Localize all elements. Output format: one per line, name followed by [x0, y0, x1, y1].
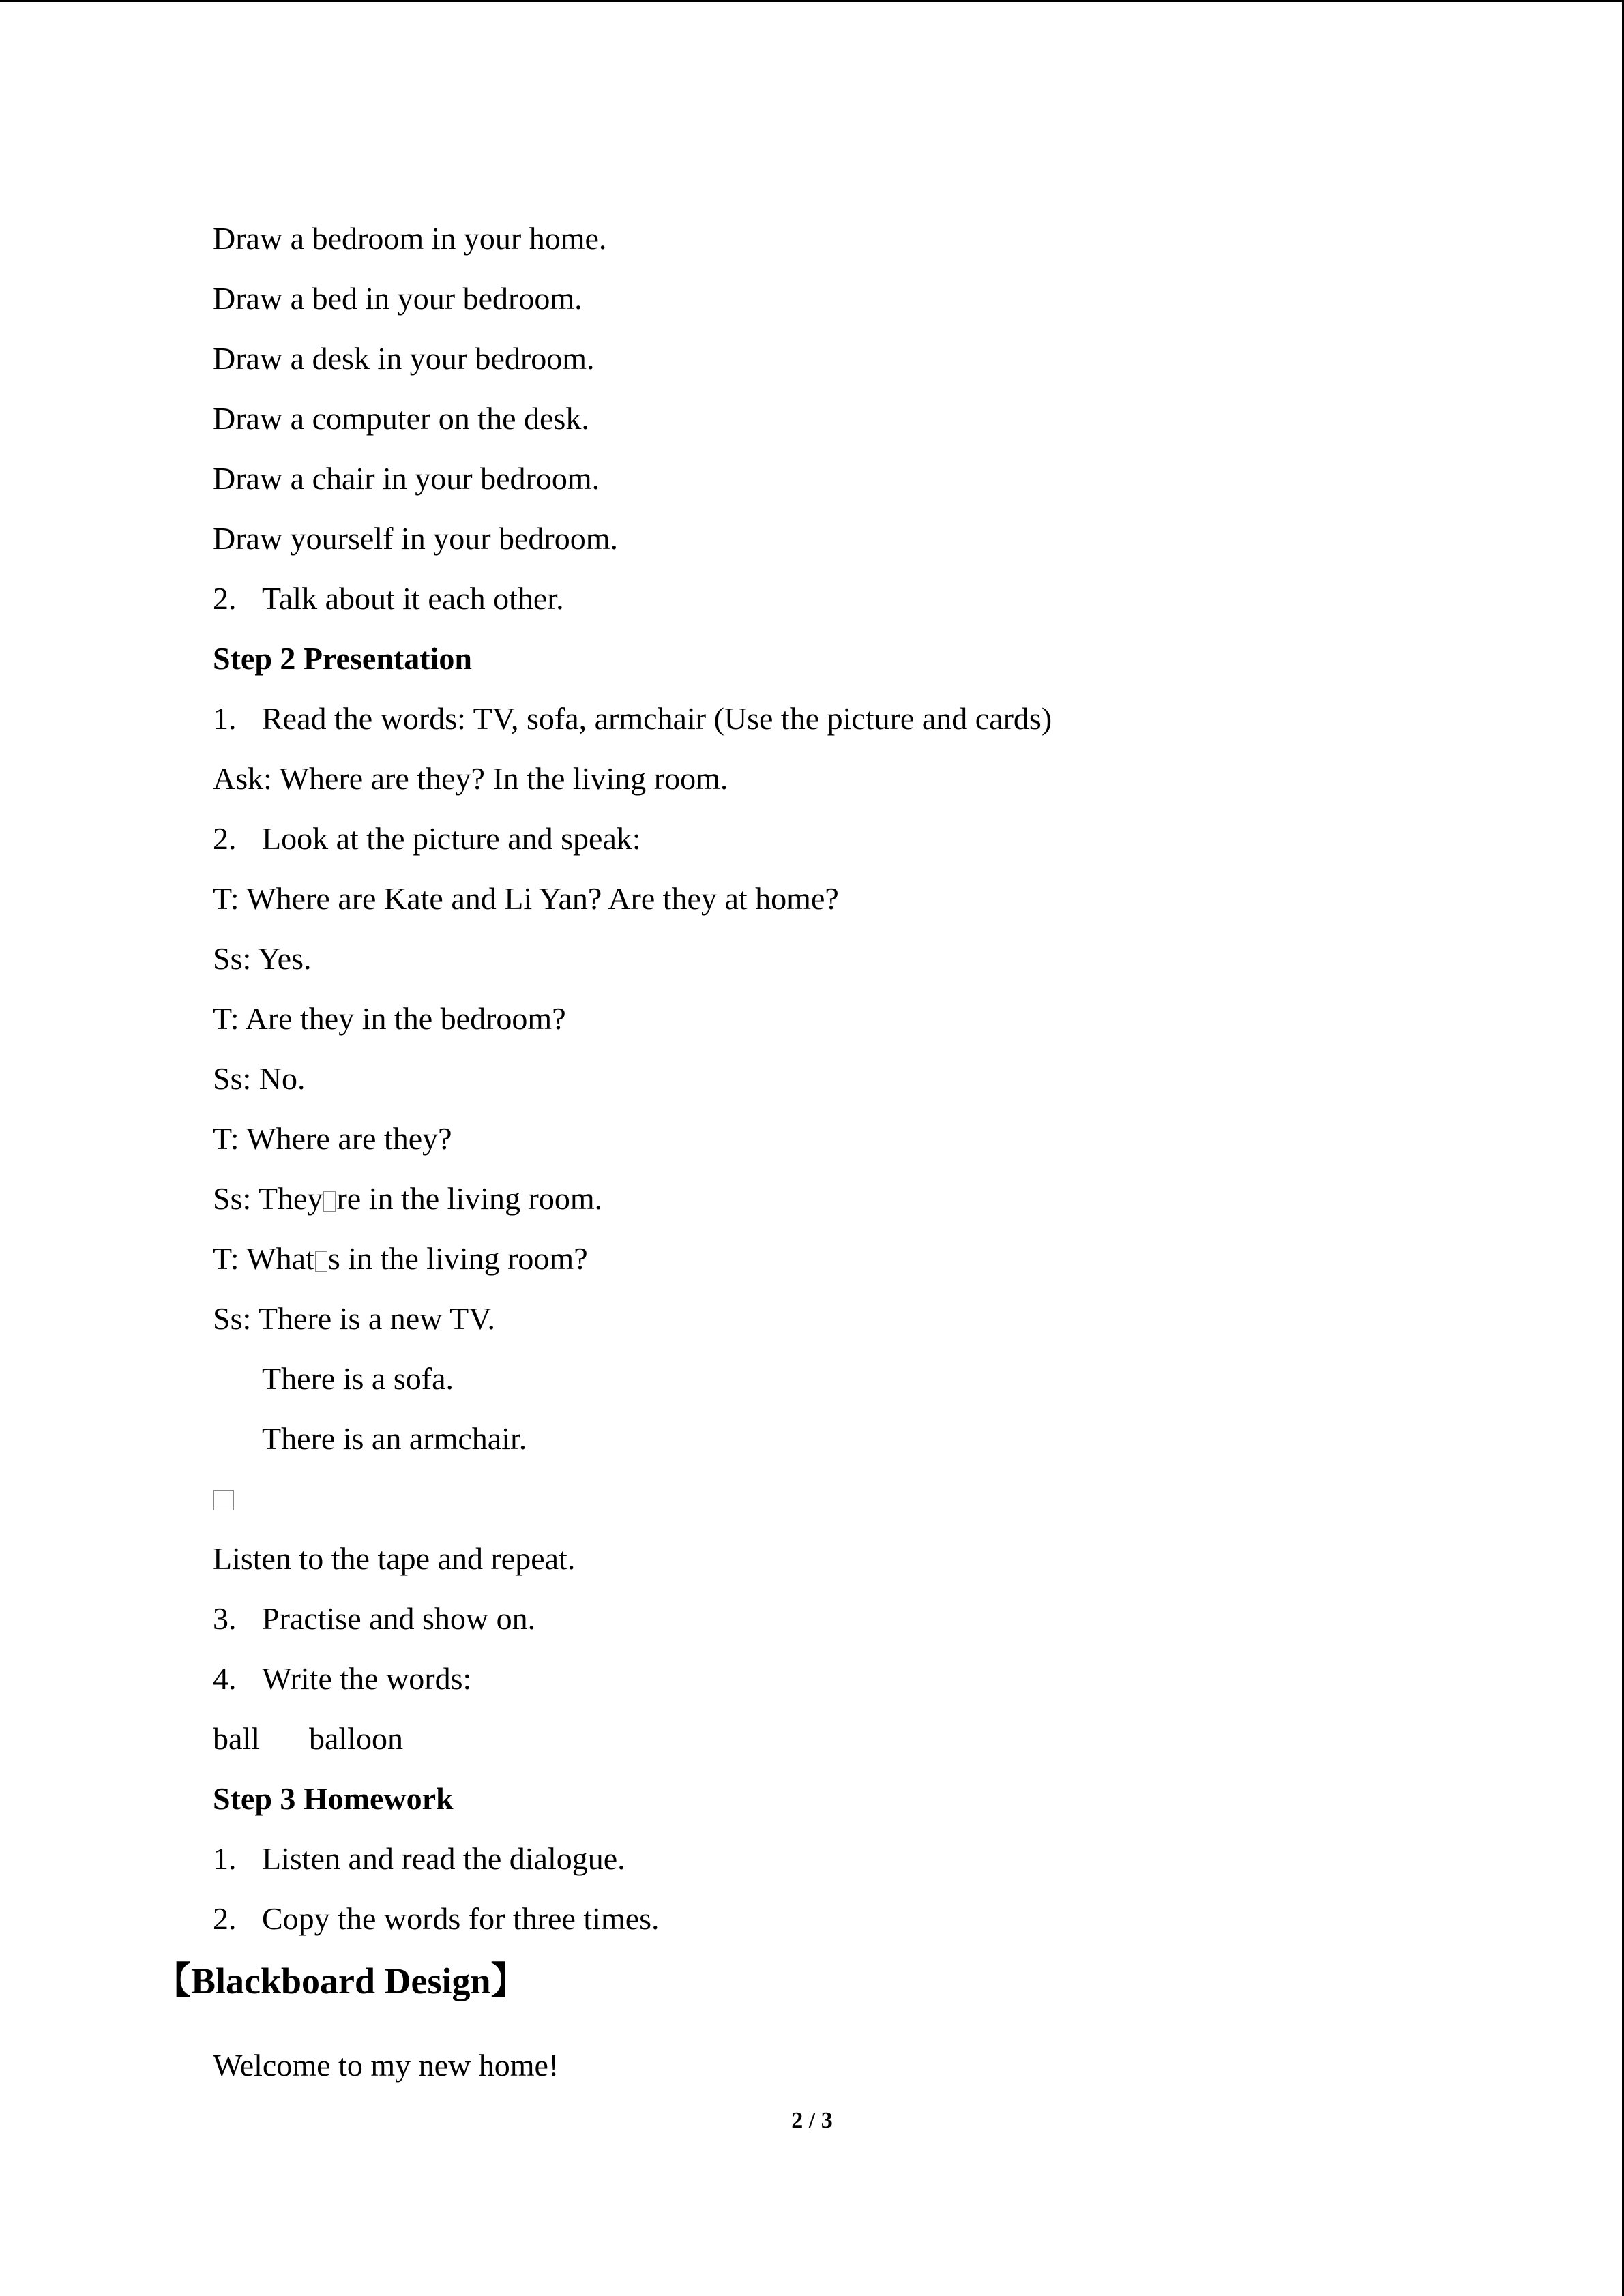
- list-number: 1.: [213, 701, 237, 736]
- missing-glyph-icon: [323, 1191, 336, 1212]
- draw-bedroom-line: Draw a bedroom in your home.: [213, 221, 607, 256]
- step2-item-2: [213, 818, 641, 859]
- page-top-border: [0, 0, 1624, 2]
- list-text: Write the words:: [262, 1661, 472, 1696]
- word: ball: [213, 1721, 260, 1756]
- dialogue-line: T: Are they in the bedroom?: [213, 1001, 566, 1036]
- ask-line: Ask: Where are they? In the living room.: [213, 761, 728, 796]
- step3-item-1: [213, 1838, 625, 1879]
- page-number: 2 / 3: [791, 2108, 833, 2133]
- draw-desk-line: Draw a desk in your bedroom.: [213, 341, 595, 376]
- welcome-line: Welcome to my new home!: [213, 2048, 559, 2083]
- text-before: Ss: They: [213, 1181, 323, 1216]
- step2-item-3: [213, 1598, 535, 1639]
- draw-yourself-line: Draw yourself in your bedroom.: [213, 521, 619, 556]
- list-text: Practise and show on.: [262, 1601, 536, 1636]
- step2-heading: Step 2 Presentation: [213, 641, 472, 676]
- list-number: 1.: [213, 1841, 237, 1876]
- text-after: s in the living room?: [327, 1241, 588, 1276]
- word: balloon: [308, 1721, 403, 1756]
- draw-bed-line: Draw a bed in your bedroom.: [213, 281, 582, 316]
- dialogue-line: Ss: Yes.: [213, 941, 312, 976]
- list-text: Copy the words for three times.: [262, 1901, 660, 1936]
- list-number: 3.: [213, 1601, 237, 1636]
- listen-line: Listen to the tape and repeat.: [213, 1541, 576, 1576]
- step2-item-1: [213, 698, 1052, 739]
- step3-heading: Step 3 Homework: [213, 1781, 454, 1816]
- missing-glyph-icon: [213, 1490, 234, 1510]
- list-number: 2.: [213, 581, 237, 616]
- list-number: 4.: [213, 1661, 237, 1696]
- draw-computer-line: Draw a computer on the desk.: [213, 401, 589, 436]
- dialogue-line: T: Where are Kate and Li Yan? Are they at home?: [213, 881, 839, 916]
- there-line: There is an armchair.: [262, 1421, 527, 1456]
- dialogue-line: Ss: No.: [213, 1061, 306, 1096]
- step2-item-4: [213, 1658, 471, 1699]
- list-text: Talk about it each other.: [262, 581, 564, 616]
- list-text: Listen and read the dialogue.: [262, 1841, 625, 1876]
- step3-item-2: [213, 1898, 660, 1939]
- list-number: 2.: [213, 1901, 237, 1936]
- talk-item: [213, 578, 564, 619]
- text-after: re in the living room.: [336, 1181, 603, 1216]
- list-text: Look at the picture and speak:: [262, 821, 641, 856]
- draw-chair-line: Draw a chair in your bedroom.: [213, 461, 600, 496]
- whats-line: [213, 1238, 588, 1279]
- list-number: 2.: [213, 821, 237, 856]
- list-text: Read the words: TV, sofa, armchair (Use the picture and cards): [262, 701, 1052, 736]
- blackboard-design-heading: 【Blackboard Design】: [154, 1960, 528, 2001]
- missing-glyph-icon: [315, 1251, 327, 1272]
- theyre-line: [213, 1178, 602, 1219]
- there-line: Ss: There is a new TV.: [213, 1301, 495, 1336]
- words-line: [213, 1718, 403, 1759]
- text-before: T: What: [213, 1241, 314, 1276]
- there-line: There is a sofa.: [262, 1361, 454, 1396]
- placeholder-box-line: [213, 1478, 235, 1519]
- dialogue-line: T: Where are they?: [213, 1121, 452, 1156]
